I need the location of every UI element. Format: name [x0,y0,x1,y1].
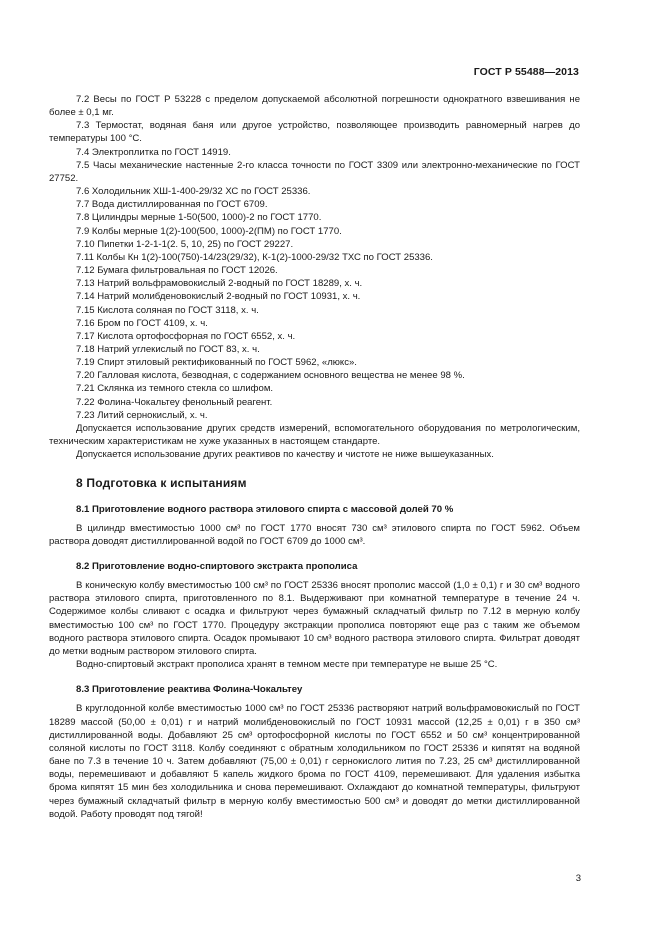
equipment-item: 7.2 Весы по ГОСТ Р 53228 с пределом допускаемой абсолютной погрешности однократного взвешивания не более ± 0,1 мг. [49,94,580,119]
equipment-item: 7.18 Натрий углекислый по ГОСТ 83, х. ч. [76,343,260,355]
page-number: 3 [575,873,581,884]
equipment-item: 7.14 Натрий молибденовокислый 2-водный по ГОСТ 10931, х. ч. [76,291,361,303]
paragraph: Водно-спиртовый экстракт прополиса хранят в темном месте при температуре не выше 25 °С. [76,659,498,671]
equipment-item: 7.7 Вода дистиллированная по ГОСТ 6709. [76,199,268,211]
page-content [49,93,580,821]
document-header: ГОСТ Р 55488—2013 [473,66,579,78]
equipment-item: 7.19 Спирт этиловый ректификованный по ГОСТ 5962, «люкс». [76,357,357,369]
equipment-item: 7.5 Часы механические настенные 2-го класса точности по ГОСТ 3309 или электронно-механические по ГОСТ 27752. [49,159,580,184]
paragraph: В круглодонной колбе вместимостью 1000 см³ по ГОСТ 25336 растворяют натрий вольфрамовокислый по ГОСТ 18289 массой (50,00 ± 0,01) г и натрий молибденовокислый по ГОСТ 10931 массой (12,25 ± 0,01) г в 350 см³ дистиллированной воды. Добавляют 25 см³ ортофосфорной кислоты по ГОСТ 6552 и 50 см³ концентрированной соляной кислоты по ГОСТ 3118. Колбу соединяют с обратным холодильником по ГОСТ 25336 и кипятят на водяной бане по 7.3 в течение 10 ч. Затем добавляют (75,00 ± 0,01) г сернокислого лития по 7.23, 25 см³ дистиллированной воды, перемешивают и добавляют 5 капель жидкого брома по ГОСТ 4109, перемешивают. Для удаления избытка брома кипятят 15 мин без холодильника и снова перемешивают. Охлаждают до комнатной температуры, фильтруют через бумажный складчатый фильтр в мерную колбу вместимостью 500 см³ и доводят до метки дистиллированной водой. Работу проводят под тягой! [49,703,580,820]
paragraph: В коническую колбу вместимостью 100 см³ по ГОСТ 25336 вносят прополис массой (1,0 ± 0,1) г и 30 см³ водного раствора этилового спирта, приготовленного по 8.1. Выдерживают при комнатной температуре в течение 24 ч. Содержимое колбы сливают с осадка и фильтруют через бумажный складчатый фильтр по 7.12 в мерную колбу вместимостью 100 см³ по ГОСТ 1770. Процедуру экстракции прополиса повторяют еще раз с таким же объемом водного раствора этилового спирта. Осадок промывают 10 см³ водного раствора этилового спирта. Фильтрат доводят до метки водным раствором этилового спирта. [49,580,580,657]
paragraph: В цилиндр вместимостью 1000 см³ по ГОСТ 1770 вносят 730 см³ этилового спирта по ГОСТ 5962. Объем раствора доводят дистиллированной водой по ГОСТ 6709 до 1000 см³. [49,522,580,547]
equipment-item: 7.23 Литий сернокислый, х. ч. [76,409,208,421]
equipment-item: 7.22 Фолина-Чокальтеу фенольный реагент. [76,396,273,408]
equipment-note: Допускается использование других реактивов по качеству и чистоте не ниже вышеуказанных. [76,449,494,461]
equipment-item: 7.6 Холодильник ХШ-1-400-29/32 ХС по ГОСТ 25336. [76,186,311,198]
equipment-item: 7.15 Кислота соляная по ГОСТ 3118, х. ч. [76,304,259,316]
equipment-item: 7.11 Колбы Кн 1(2)-100(750)-14/23(29/32), К-1(2)-1000-29/32 ТХС по ГОСТ 25336. [76,251,433,263]
subsection-heading: 8.1 Приготовление водного раствора этилового спирта с массовой долей 70 % [76,503,454,515]
equipment-item: 7.17 Кислота ортофосфорная по ГОСТ 6552, х. ч. [76,330,296,342]
subsection-heading: 8.2 Приготовление водно-спиртового экстракта прополиса [76,561,358,572]
subsection-heading: 8.3 Приготовление реактива Фолина-Чокальтеу [76,684,303,696]
equipment-item: Допускается использование других средств измерений, вспомогательного оборудования по метрологическим, техническим характеристикам не хуже указанных в настоящем стандарте. [49,422,580,448]
equipment-item: 7.20 Галловая кислота, безводная, с содержанием основного вещества не менее 98 %. [76,370,465,382]
equipment-item: 7.8 Цилиндры мерные 1-50(500, 1000)-2 по ГОСТ 1770. [76,212,322,224]
equipment-item: 7.12 Бумага фильтровальная по ГОСТ 12026. [76,265,278,277]
equipment-item: 7.21 Склянка из темного стекла со шлифом. [76,383,274,395]
equipment-item: 7.13 Натрий вольфрамовокислый 2-водный по ГОСТ 18289, х. ч. [76,278,363,290]
section-heading: 8 Подготовка к испытаниям [76,476,247,491]
equipment-item: 7.10 Пипетки 1-2-1-1(2. 5, 10, 25) по ГОСТ 29227. [76,238,294,250]
equipment-list [49,93,580,461]
equipment-item: 7.9 Колбы мерные 1(2)-100(500, 1000)-2(ПМ) по ГОСТ 1770. [76,225,342,237]
equipment-item: 7.3 Термостат, водяная баня или другое устройство, позволяющее производить равномерный нагрев до температуры 100 °С. [49,120,580,145]
equipment-item: 7.4 Электроплитка по ГОСТ 14919. [76,146,231,158]
equipment-item: 7.16 Бром по ГОСТ 4109, х. ч. [76,317,208,329]
